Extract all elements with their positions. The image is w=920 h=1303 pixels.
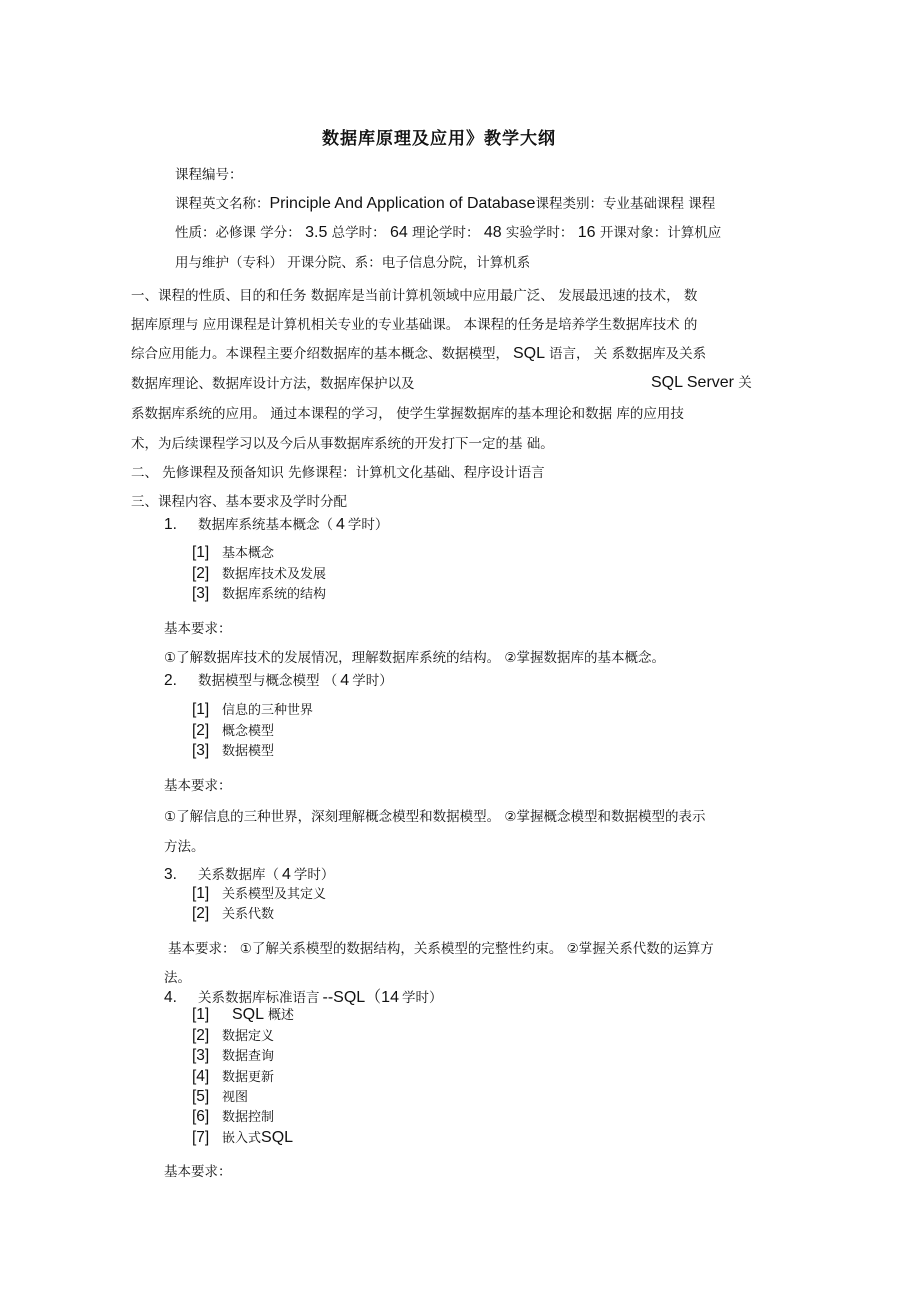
unit-title: 数据模型与概念模型 （ bbox=[198, 673, 338, 689]
requirement-label: 基本要求： bbox=[164, 778, 232, 794]
requirement-text: ①了解数据库技术的发展情况，理解数据库系统的结构。 ②掌握数据库的基本概念。 bbox=[164, 650, 665, 666]
section-1-line-2: 据库原理与 应用课程是计算机相关专业的专业基础课。 本课程的任务是培养学生数据库技术 的 bbox=[131, 317, 698, 333]
section-2: 二、 先修课程及预备知识 先修课程：计算机文化基础、程序设计语言 bbox=[131, 465, 545, 481]
list-item: [1] SQL 概述 bbox=[192, 1006, 295, 1023]
unit-title: 关系数据库标准语言 bbox=[198, 990, 320, 1006]
credit-label: 性质：必修课 学分： bbox=[175, 225, 301, 241]
requirement-text: 基本要求： ①了解关系模型的数据结构，关系模型的完整性约束。 ②掌握关系代数的运算方 bbox=[168, 941, 714, 957]
unit-title-end: 学时） bbox=[352, 673, 393, 689]
unit-title-end: 学时） bbox=[293, 867, 335, 883]
list-item: [3] 数据模型 bbox=[192, 742, 275, 759]
unit-title-end: 学时） bbox=[347, 517, 389, 533]
course-number: 课程编号： bbox=[175, 167, 243, 183]
sql-term: SQL bbox=[513, 345, 546, 362]
requirement-label: 基本要求： bbox=[164, 1164, 232, 1180]
target-label: 开课对象：计算机应 bbox=[599, 225, 722, 241]
unit-title: 关系数据库（ bbox=[198, 867, 279, 883]
unit-title-sql: --SQL（14 bbox=[322, 989, 399, 1006]
unit-title-end: 学时） bbox=[401, 990, 443, 1006]
lab-hours-label: 实验学时： bbox=[505, 225, 574, 241]
requirement-text-cont: 法。 bbox=[164, 970, 191, 986]
section-1-line-4-end bbox=[651, 371, 752, 392]
course-category: 课程类别：专业基础课程 课程 bbox=[535, 196, 716, 212]
section-3: 三、课程内容、基本要求及学时分配 bbox=[131, 494, 347, 510]
unit-title: 数据库系统基本概念（ bbox=[198, 517, 333, 533]
requirement-label: 基本要求： bbox=[164, 621, 232, 637]
unit-number: 4. bbox=[164, 989, 177, 1006]
unit-number: 2. bbox=[164, 672, 177, 689]
unit-hours: 4 bbox=[282, 866, 291, 883]
sql-server-term: SQL Server bbox=[651, 374, 734, 391]
list-item: [1] 信息的三种世界 bbox=[192, 701, 314, 718]
course-info-line-4: 用与维护（专科） 开课分院、系：电子信息分院，计算机系 bbox=[175, 255, 531, 271]
requirement-text: ①了解信息的三种世界，深刻理解概念模型和数据模型。 ②掌握概念模型和数据模型的表示 bbox=[164, 809, 706, 825]
page-title: 数据库原理及应用》教学大纲 bbox=[322, 129, 556, 149]
english-name-label: 课程英文名称： bbox=[175, 196, 270, 212]
section-1-line-4-b: 关 bbox=[738, 375, 752, 391]
list-item: [3] 数据查询 bbox=[192, 1047, 275, 1064]
section-1-line-3 bbox=[131, 342, 706, 363]
list-item: [1] 关系模型及其定义 bbox=[192, 885, 327, 902]
unit-number: 1. bbox=[164, 516, 177, 533]
lab-hours-value: 16 bbox=[577, 224, 596, 241]
list-item: [3] 数据库系统的结构 bbox=[192, 585, 327, 602]
list-item: [6] 数据控制 bbox=[192, 1108, 275, 1125]
list-item: [5] 视图 bbox=[192, 1088, 249, 1105]
section-1-line-6: 术，为后续课程学习以及今后从事数据库系统的开发打下一定的基 础。 bbox=[131, 436, 554, 452]
unit-3-heading bbox=[164, 863, 334, 884]
english-name: Principle And Application of Database bbox=[269, 195, 536, 212]
list-item: [1] 基本概念 bbox=[192, 544, 275, 561]
list-item: [7] 嵌入式SQL bbox=[192, 1129, 294, 1146]
total-hours-label: 总学时： bbox=[331, 225, 386, 241]
unit-hours: 4 bbox=[336, 516, 345, 533]
list-item: [2] 数据定义 bbox=[192, 1027, 275, 1044]
course-info-line-2 bbox=[175, 195, 715, 213]
list-item: [2] 概念模型 bbox=[192, 722, 275, 739]
unit-1-heading bbox=[164, 513, 388, 534]
theory-hours-label: 理论学时： bbox=[412, 225, 480, 241]
list-item: [2] 数据库技术及发展 bbox=[192, 565, 327, 582]
section-1-line-4: 数据库理论、数据库设计方法，数据库保护以及 bbox=[131, 376, 415, 392]
section-1-line-3-a: 综合应用能力。本课程主要介绍数据库的基本概念、数据模型， bbox=[131, 346, 509, 362]
list-item: [4] 数据更新 bbox=[192, 1068, 275, 1085]
theory-hours-value: 48 bbox=[483, 224, 502, 241]
course-info-line-3 bbox=[175, 224, 721, 242]
section-1-line-3-b: 语言， 关 系数据库及关系 bbox=[549, 346, 707, 362]
credit-value: 3.5 bbox=[305, 224, 328, 241]
requirement-text-cont: 方法。 bbox=[164, 839, 205, 855]
unit-hours: 4 bbox=[340, 672, 350, 689]
section-1-line-5: 系数据库系统的应用。 通过本课程的学习， 使学生掌握数据库的基本理论和数据 库的应用技 bbox=[131, 406, 684, 422]
total-hours-value: 64 bbox=[389, 224, 408, 241]
list-item: [2] 关系代数 bbox=[192, 905, 275, 922]
unit-2-heading bbox=[164, 669, 393, 690]
unit-number: 3. bbox=[164, 866, 177, 883]
section-1-line-1: 一、课程的性质、目的和任务 数据库是当前计算机领域中应用最广泛、 发展最迅速的技术， 数 bbox=[131, 288, 698, 304]
